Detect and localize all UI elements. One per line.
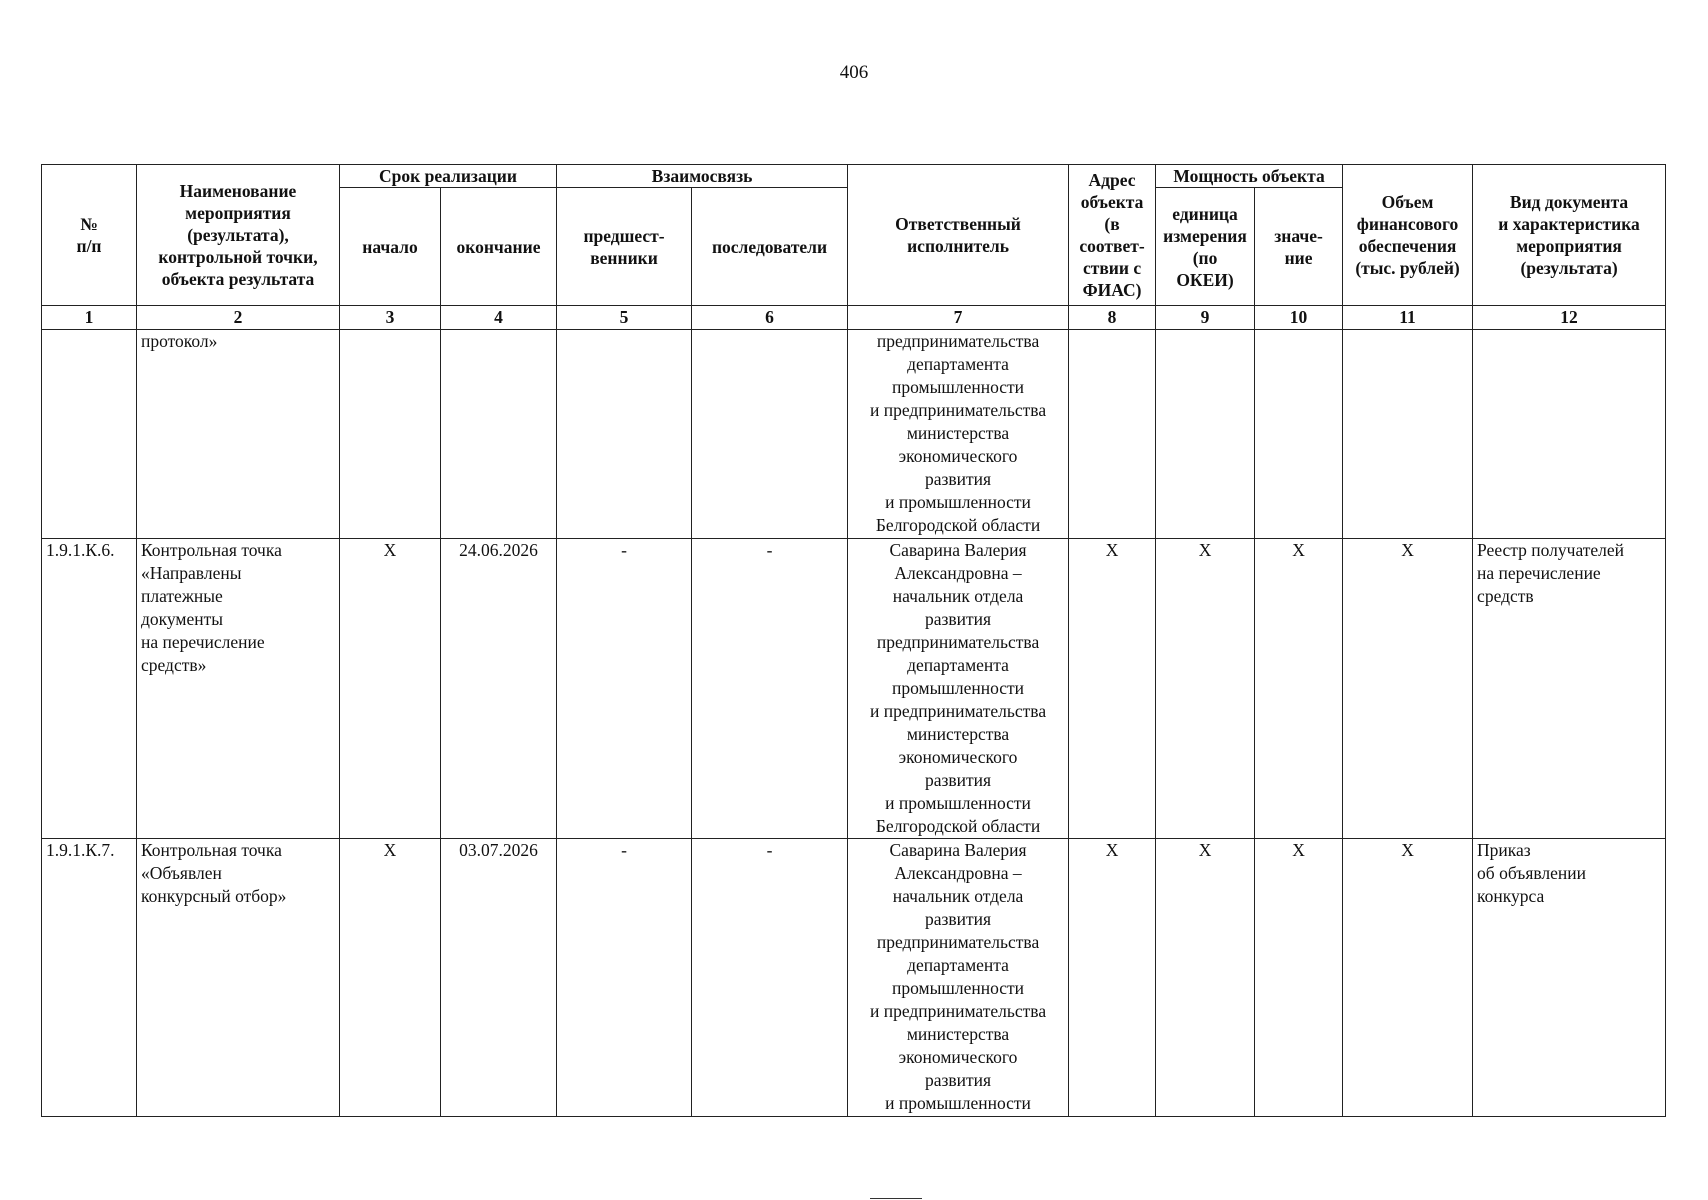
cell-value: X bbox=[1255, 539, 1343, 839]
column-number: 11 bbox=[1343, 306, 1473, 330]
column-number: 2 bbox=[137, 306, 340, 330]
cell-predecessors: - bbox=[557, 539, 692, 839]
cell-unit: X bbox=[1156, 839, 1255, 1117]
header-capacity: Мощность объекта bbox=[1156, 165, 1343, 188]
header-row-top bbox=[42, 165, 1666, 188]
column-number: 8 bbox=[1069, 306, 1156, 330]
column-number-row bbox=[42, 306, 1666, 330]
cell-value: X bbox=[1255, 839, 1343, 1117]
cell-no: 1.9.1.К.7. bbox=[42, 839, 137, 1117]
column-number: 1 bbox=[42, 306, 137, 330]
cell-successors bbox=[692, 330, 848, 539]
cell-unit bbox=[1156, 330, 1255, 539]
cell-value bbox=[1255, 330, 1343, 539]
cell-no bbox=[42, 330, 137, 539]
cell-unit: X bbox=[1156, 539, 1255, 839]
table-row bbox=[42, 330, 1666, 539]
cell-financing bbox=[1343, 330, 1473, 539]
header-relation: Взаимосвязь bbox=[557, 165, 848, 188]
cell-predecessors bbox=[557, 330, 692, 539]
cell-end bbox=[441, 330, 557, 539]
header-predecessors: предшест- венники bbox=[557, 188, 692, 306]
header-period: Срок реализации bbox=[340, 165, 557, 188]
column-number: 10 bbox=[1255, 306, 1343, 330]
cell-address: X bbox=[1069, 839, 1156, 1117]
cell-doc: Реестр получателей на перечисление средств bbox=[1473, 539, 1666, 839]
cell-no: 1.9.1.К.6. bbox=[42, 539, 137, 839]
header-address: Адрес объекта (в соответ- ствии с ФИАС) bbox=[1069, 165, 1156, 306]
header-financing: Объем финансового обеспечения (тыс. рублей) bbox=[1343, 165, 1473, 306]
page-number: 406 bbox=[839, 62, 869, 83]
cell-responsible: предпринимательства департамента промышленности и предпринимательства министерства экономического развития и промышленности Белгородской области bbox=[848, 330, 1069, 539]
cell-financing: X bbox=[1343, 839, 1473, 1117]
header-capacity-unit: единица измерения (по ОКЕИ) bbox=[1156, 188, 1255, 306]
column-number: 5 bbox=[557, 306, 692, 330]
cell-financing: X bbox=[1343, 539, 1473, 839]
column-number: 12 bbox=[1473, 306, 1666, 330]
cell-name: Контрольная точка «Направлены платежные документы на перечисление средств» bbox=[137, 539, 340, 839]
cell-doc: Приказ об объявлении конкурса bbox=[1473, 839, 1666, 1117]
column-number: 7 bbox=[848, 306, 1069, 330]
header-capacity-value: значе- ние bbox=[1255, 188, 1343, 306]
cell-successors: - bbox=[692, 539, 848, 839]
header-responsible: Ответственный исполнитель bbox=[848, 165, 1069, 306]
main-table bbox=[41, 164, 1666, 1117]
header-successors: последователи bbox=[692, 188, 848, 306]
header-no: № п/п bbox=[42, 165, 137, 306]
cell-predecessors: - bbox=[557, 839, 692, 1117]
cell-end: 24.06.2026 bbox=[441, 539, 557, 839]
header-period-start: начало bbox=[340, 188, 441, 306]
column-number: 6 bbox=[692, 306, 848, 330]
cell-address: X bbox=[1069, 539, 1156, 839]
cell-responsible: Саварина Валерия Александровна – начальник отдела развития предпринимательства департамента промышленности и предпринимательства министерства экономического развития и промышленности Белгородской области bbox=[848, 539, 1069, 839]
cell-name: Контрольная точка «Объявлен конкурсный отбор» bbox=[137, 839, 340, 1117]
cell-address bbox=[1069, 330, 1156, 539]
footer-divider bbox=[870, 1198, 922, 1199]
table-header bbox=[42, 165, 1666, 330]
header-name: Наименование мероприятия (результата), контрольной точки, объекта результата bbox=[137, 165, 340, 306]
cell-responsible: Саварина Валерия Александровна – начальник отдела развития предпринимательства департамента промышленности и предпринимательства министерства экономического развития и промышленности bbox=[848, 839, 1069, 1117]
cell-doc bbox=[1473, 330, 1666, 539]
column-number: 9 bbox=[1156, 306, 1255, 330]
table-row bbox=[42, 839, 1666, 1117]
cell-successors: - bbox=[692, 839, 848, 1117]
table-body bbox=[42, 330, 1666, 1117]
header-period-end: окончание bbox=[441, 188, 557, 306]
cell-start bbox=[340, 330, 441, 539]
cell-end: 03.07.2026 bbox=[441, 839, 557, 1117]
table-row bbox=[42, 539, 1666, 839]
column-number: 4 bbox=[441, 306, 557, 330]
header-doc-type: Вид документа и характеристика мероприятия (результата) bbox=[1473, 165, 1666, 306]
column-number: 3 bbox=[340, 306, 441, 330]
cell-start: X bbox=[340, 839, 441, 1117]
cell-start: X bbox=[340, 539, 441, 839]
cell-name: протокол» bbox=[137, 330, 340, 539]
